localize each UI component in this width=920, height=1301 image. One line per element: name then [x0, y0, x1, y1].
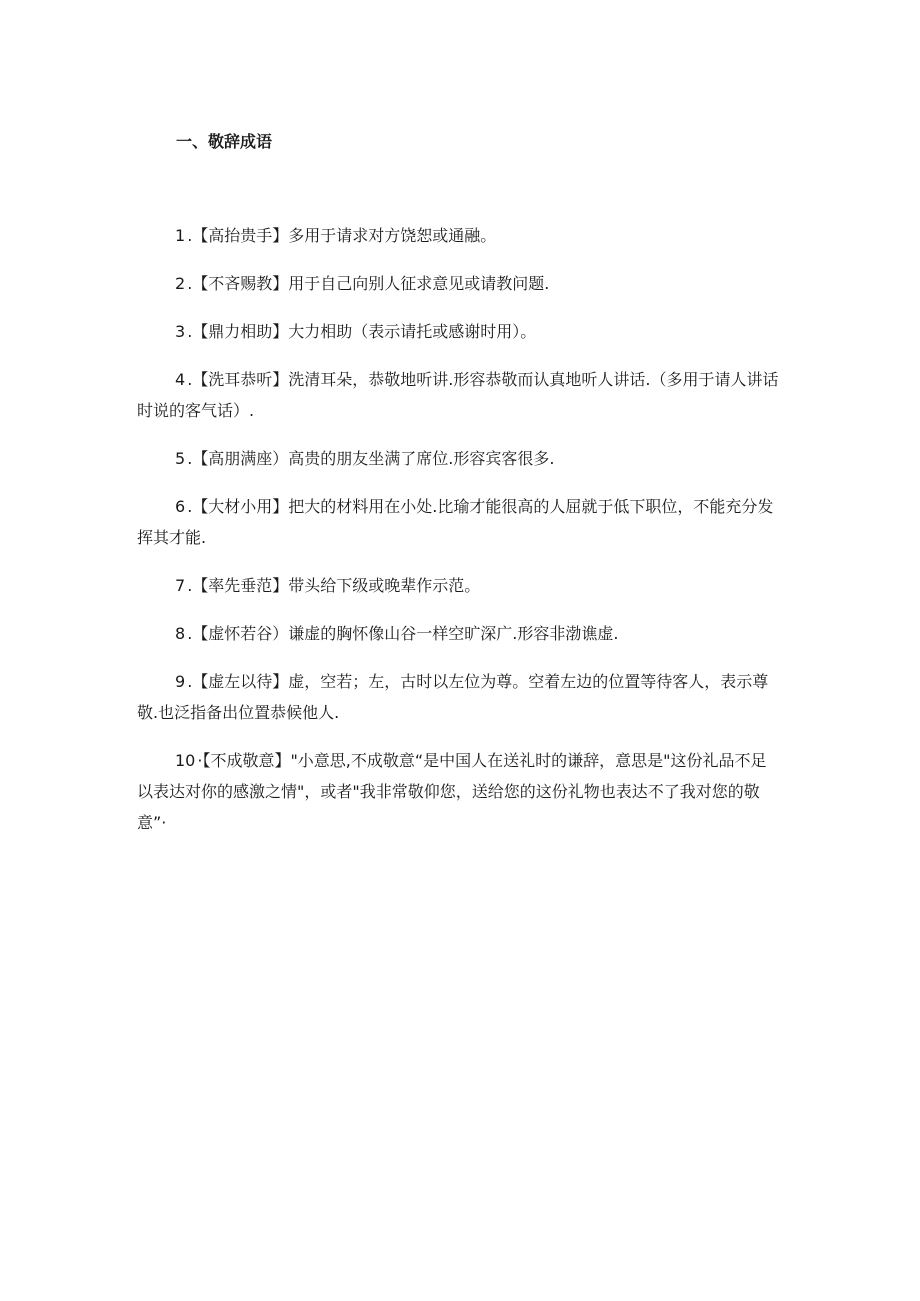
- item-text: .【不吝赐教】用于自己向别人征求意见或请教问题.: [187, 274, 550, 293]
- item-number: 6: [175, 497, 186, 516]
- item-text: .【虚怀若谷）谦虚的胸怀像山谷一样空旷深广.形容非渤谯虚.: [187, 624, 619, 643]
- item-text: .【大材小用】把大的材料用在小处.比瑜才能很高的人屈就于低下职位，不能充分发挥其才能.: [137, 497, 774, 547]
- list-item: [137, 268, 782, 299]
- item-text: .【高抬贵手】多用于请求对方饶恕或通融。: [187, 226, 497, 245]
- item-text: .【洗耳恭听】洗清耳朵，恭敬地听讲.形容恭敬而认真地听人讲话.（多用于请人讲话时说的客气话）.: [137, 370, 779, 420]
- item-number: 10: [175, 751, 196, 770]
- item-number: 1: [175, 226, 186, 245]
- item-number: 4: [175, 370, 186, 389]
- item-text: .【虚左以待】虚，空若；左，古时以左位为尊。空着左边的位置等待客人，表示尊敬.也泛指备出位置恭候他人.: [137, 672, 769, 722]
- item-number: 2: [175, 274, 186, 293]
- list-item: [137, 666, 782, 728]
- item-text: ·【不成敬意】"小意思,不成敬意“是中国人在送礼时的谦辞，意思是"这份礼品不足以表达对你的感激之情"，或者"我非常敬仰您，送给您的这份礼物也表达不了我对您的敬意”·: [137, 751, 767, 832]
- item-text: .【高朋满座）高贵的朋友坐满了席位.形容宾客很多.: [187, 449, 555, 468]
- list-item: [137, 443, 782, 474]
- list-item: [137, 316, 782, 347]
- item-number: 7: [175, 576, 186, 595]
- item-number: 8: [175, 624, 186, 643]
- item-number: 9: [175, 672, 186, 691]
- list-item: [137, 570, 782, 601]
- idiom-list: [137, 220, 782, 855]
- section-heading: 一、敬辞成语: [176, 132, 273, 151]
- list-item: [137, 618, 782, 649]
- item-number: 3: [175, 322, 186, 341]
- list-item: [137, 364, 782, 426]
- list-item: [137, 220, 782, 251]
- item-text: .【鼎力相助】大力相助（表示请托或感谢时用）。: [187, 322, 537, 341]
- item-number: 5: [175, 449, 186, 468]
- list-item: [137, 745, 782, 838]
- list-item: [137, 491, 782, 553]
- item-text: .【率先垂范】带头给下级或晚辈作示范。: [187, 576, 481, 595]
